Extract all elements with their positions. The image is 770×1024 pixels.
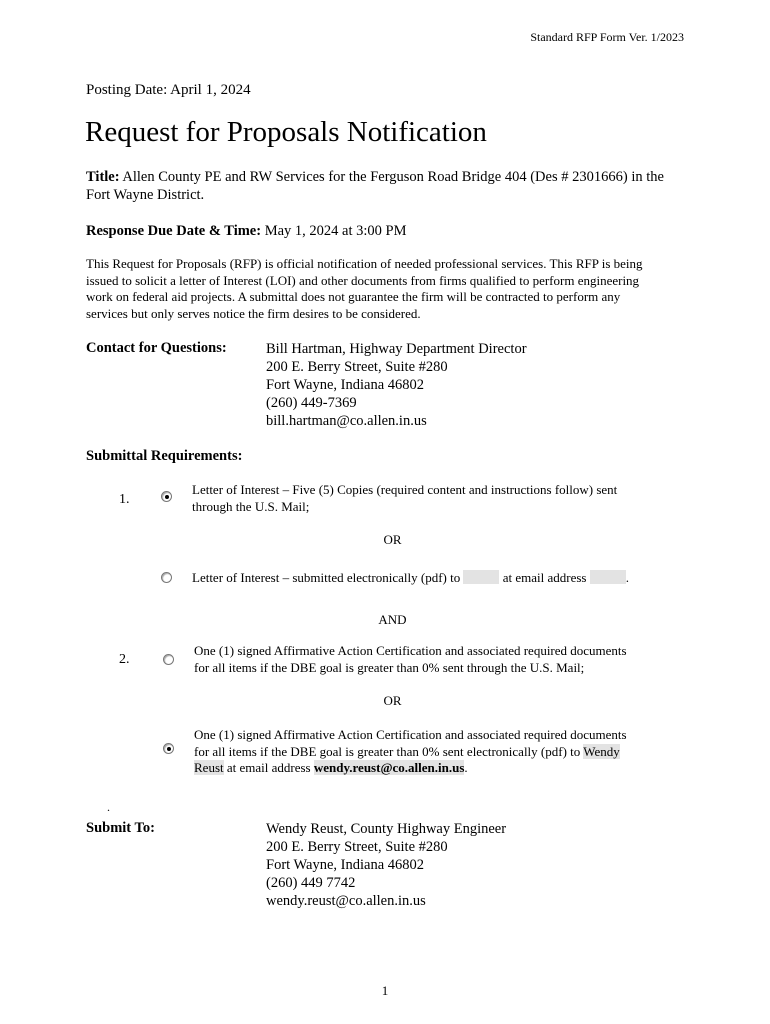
item1-electronic-before: Letter of Interest – submitted electronically (pdf) to (192, 570, 461, 585)
contact-block (266, 340, 527, 430)
and-separator: AND (378, 612, 407, 627)
item2-electronic-middle: at email address (226, 760, 311, 775)
radio-item1-mail[interactable] (161, 491, 172, 502)
intro-line: work on federal aid projects. A submittal does not guarantee the firm will be contracted to perform any (86, 289, 621, 304)
item2-mail-line-1: One (1) signed Affirmative Action Certification and associated required documents (194, 643, 627, 658)
wendy-email-field[interactable]: wendy.reust@co.allen.in.us (313, 760, 465, 775)
contact-street: 200 E. Berry Street, Suite #280 (266, 359, 448, 375)
submit-phone: (260) 449 7742 (266, 875, 356, 891)
or-separator-1: OR (383, 532, 402, 547)
submit-to-block (266, 820, 506, 910)
item1-electronic-text (192, 570, 672, 587)
page-title: Request for Proposals Notification (85, 116, 487, 148)
contact-name: Bill Hartman, Highway Department Director (266, 341, 527, 357)
radio-item1-electronic[interactable] (161, 572, 172, 583)
item2-mail-line-2: for all items if the DBE goal is greater than 0% sent through the U.S. Mail; (194, 659, 585, 675)
item1-mail-text (192, 482, 668, 515)
stray-mark: . (107, 800, 110, 814)
item2-electronic-end: . (464, 760, 468, 775)
wendy-name-field-part1[interactable]: Wendy (583, 743, 620, 759)
item1-electronic-end: . (625, 570, 629, 585)
item2-electronic-line-1: One (1) signed Affirmative Action Certification and associated required documents (194, 727, 627, 742)
item1-electronic-middle: at email address (502, 570, 587, 585)
contact-label: Contact for Questions: (86, 340, 227, 356)
submit-to-label: Submit To: (86, 820, 155, 836)
radio-item2-mail[interactable] (163, 654, 174, 665)
posting-date: Posting Date: April 1, 2024 (86, 82, 251, 98)
or-separator-2: OR (383, 693, 402, 708)
intro-line: services but only serves notice the firm desires to be considered. (86, 305, 421, 321)
submit-city: Fort Wayne, Indiana 46802 (266, 857, 425, 873)
item2-electronic-line-3 (194, 760, 668, 777)
item2-mail-text (194, 643, 668, 676)
item2-electronic-before: for all items if the DBE goal is greater than 0% sent electronically (pdf) to (194, 743, 581, 759)
page-number: 1 (381, 983, 389, 998)
item-number-1: 1. (119, 492, 130, 507)
item1-mail-line-2: through the U.S. Mail; (192, 498, 310, 514)
submittal-heading: Submittal Requirements: (86, 448, 243, 464)
title-line-1: Allen County PE and RW Services for the Ferguson Road Bridge 404 (Des # 2301666) in the (122, 169, 664, 185)
contact-city: Fort Wayne, Indiana 46802 (266, 377, 425, 393)
contact-phone: (260) 449-7369 (266, 395, 357, 411)
item-number-2: 2. (119, 652, 130, 667)
recipient-name-field[interactable] (463, 570, 499, 584)
submit-name: Wendy Reust, County Highway Engineer (266, 821, 507, 837)
response-due (86, 222, 685, 240)
due-value: May 1, 2024 at 3:00 PM (264, 223, 407, 239)
form-version: Standard RFP Form Ver. 1/2023 (530, 30, 684, 44)
submit-street: 200 E. Berry Street, Suite #280 (266, 839, 448, 855)
radio-item2-electronic[interactable] (163, 743, 174, 754)
due-label: Response Due Date & Time: (86, 223, 262, 239)
intro-line: issued to solicit a letter of Interest (LOI) and other documents from firms qualified to perform engineering (86, 272, 640, 288)
intro-line: This Request for Proposals (RFP) is official notification of needed professional services. This RFP is being (86, 256, 643, 271)
wendy-name-field-part2[interactable]: Reust (194, 760, 224, 775)
item1-mail-line-1: Letter of Interest – Five (5) Copies (required content and instructions follow) sent (192, 482, 618, 497)
rfp-title (86, 168, 685, 204)
submit-email: wendy.reust@co.allen.in.us (266, 893, 426, 909)
item2-electronic-line-2 (194, 744, 668, 761)
item2-electronic-text (194, 727, 668, 777)
title-label: Title: (86, 169, 120, 185)
intro-paragraph (86, 256, 685, 322)
contact-email: bill.hartman@co.allen.in.us (266, 413, 427, 429)
recipient-email-field[interactable] (590, 570, 626, 584)
title-line-2: Fort Wayne District. (86, 187, 205, 203)
